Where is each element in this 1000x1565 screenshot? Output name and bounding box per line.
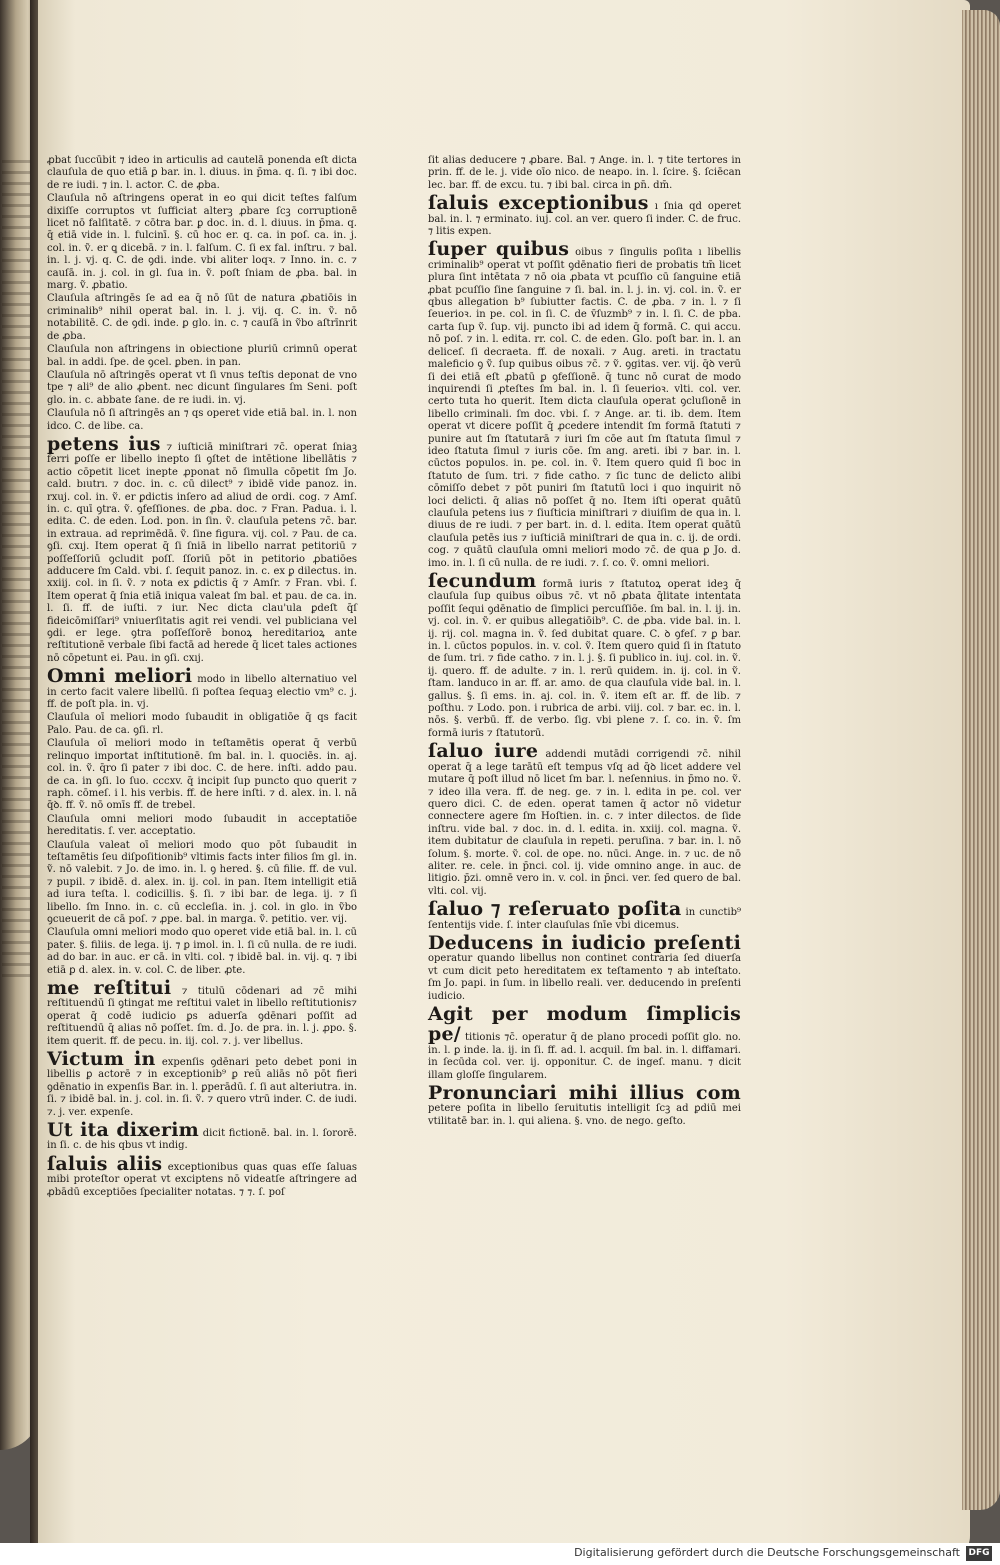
paragraph [47,408,357,433]
lemma-heading: ſaluis aliis [47,1152,163,1175]
paragraph-text: petere poſita in libello ſeruitutis intelligit ſcꝫ ad ꝑdiū mei vtilitatē bar. in. l. qui aliena. §. vno. de nego. geſto. [428,1103,741,1127]
paragraph-text: Clauſula oī meliori modo ſubaudit in obligatiōe q̄ qs facit Palo. Pau. de ca. ꝯſi. rl. [47,712,357,736]
lemma-heading: petens ius [47,432,161,455]
paragraph-text: Clauſula nō ſi aſtringēs an ⁊ qs operet vide etiā bal. in. l. non idco. C. de libe. ca. [47,408,357,432]
lemma-heading: Deducens in iudicio preſenti [428,931,741,954]
paragraph-text: Clauſula nō aſtringēs operat vt ſi vnus teſtis deponat de vno tpe ⁊ ali⁹ de alio ꝓbent. nec dicunt ſingulares ſm Seni. poſt glo. in. c. abbate ſane. de re iudi. in. vj. [47,369,357,406]
lemma-heading: ſaluis exceptionibus [428,192,649,215]
paragraph [47,1154,357,1199]
paragraph [428,571,741,740]
paragraph-text: Clauſula nō aſtringens operat in eo qui dicit teſtes falſum dixiſſe corruptos vt ſufficiat alterꝫ ꝓbare ſcꝫ corruptionē licet nō falſitatē. ⁊ cōtra bar. ꝑ doc. in. d. l. diuus. in p̄ma. q. q̄ etiā vide in. l. fulcinī. §. cū hoc er. q. ca. in poſ. ca. in. j. col. in. ṽ. er ꝗ dicebā. ⁊ in. l. falſum. C. ſi ex fal. inſtru. ⁊ bal. in. l. j. vj. q. C. de ꝯdi. inde. vbi aliter loqꝛ. ⁊ Inno. in. c. ⁊ cauſā. in. j. col. in gl. ſua in. ṽ. poſt ſniam de ꝓba. bal. in marg. ṽ. ꝓbatio. [47,193,357,292]
paragraph [428,1083,741,1128]
paragraph-text: operatur quando libellus non continet contraria ſed diuerſa vt cum dicit peto hereditatem ex teſtamento ⁊ ab inteſtato. ſm Jo. papi. in ſum. in libello reali. ver. deducendo in preſenti iudicio. [428,953,741,1002]
paragraph [428,933,741,1003]
paragraph [47,193,357,292]
paragraph [47,1120,357,1153]
paragraph [47,712,357,737]
lemma-heading: Ut ita dixerim [47,1119,199,1142]
paragraph [47,666,357,711]
paragraph [47,840,357,927]
paragraph [47,1049,357,1119]
lemma-heading: Omni meliori [47,665,193,688]
paragraph [428,155,741,192]
lemma-heading: ſuper quibus [428,238,570,261]
paragraph-text: ı ſnia qd operet bal. in. l. ⁊ erminato. iuj. col. an ver. quero ſi inder. C. de fruc. ⁊ litis expen. [428,201,741,238]
paragraph-text: Clauſula oī meliori modo in teſtamētis operat q̄ verbū relinquo importat inſtitutionē. ſm bal. in. l. quociēs. in. aj. col. in. ṽ. q̄ro ſi pater ⁊ ibi doc. C. de here. inſti. addo pau. de ca. in ꝯſi. lo ſuo. cccxv. q̄ incipit ſup puncto quo querit ⁊ raph. cōmeſ. i l. his verbis. ff. de here inſti. ⁊ d. alex. in. l. nā q̄ꝺ. ff. ṽ. nō omīs ff. de trebel. [47,738,357,812]
paragraph-text: modo in libello alternatiuo vel in certo facit valere libellū. ſi poſtea ſequaꝫ electio vm⁹ c. j. ff. de poſt pla. in. vj. [47,674,357,711]
paragraph-text: ⁊ titulū cōdenari ad ⁊c̄ mihi reſtituendū ſi ꝯtingat me reſtitui valet in libello reſtitutionis⁊ operat q̄ codē iudicio ꝑs aduerſa ꝯdēnari poſſit ad reſtituendū q̄ alias nō poſſet. ſm. d. Jo. de pra. in. l. j. ꝓpo. §. item querit. ff. de pecu. in. iij. col. ⁊. j. ver libellus. [47,986,357,1047]
paragraph-text: ſit alias deducere ⁊ ꝓbare. Bal. ⁊ Ange. in. l. ⁊ tite tertores in prin. ff. de le. j. vide oīo nico. de neapo. in. l. ſcire. §. ſciēcan lec. bar. ff. de excu. tu. ⁊ ibi bal. circa in ꝑn̄. dm̄. [428,155,741,191]
paragraph-text: Clauſula omni meliori modo ſubaudit in acceptatiōe hereditatis. ſ. ver. acceptatio. [47,813,357,838]
funding-notice: Digitalisierung gefördert durch die Deutsche Forschungsgemeinschaft [574,1546,960,1559]
paragraph [428,193,741,238]
right-text-column [428,155,741,1129]
paragraph-text: oibus ⁊ ſingulis poſita ı libellis criminalib⁹ operat vt poſſit ꝯdēnatio fieri de probatis tm̄ licet plura ſint intētata ⁊ nō oia ꝓbata vt pcuſſio cū ſanguine etiā ꝓbat pcuſſio ſine ſanguine ⁊ ſi. bal. in. l. j. in. vj. col. in. ṽ. er qbus allegation b⁹ ſubiutter factis. C. de ꝓba. ⁊ in. l. ⁊ ſi ſeuerioꝛ. in pe. col. in ſi. C. de v̄ſuzmb⁹ ⁊ in. l. ſi. C. de pba. carta ſup ṽ. ſup. vij. puncto ibi ad idem q̄ formā. C. qui accu. nō poſ. ⁊ in. l. edita. rr. col. C. de eden. Glo. poſt bar. in. l. an deliceſ. ſi decraeta. ff. de noxali. ⁊ Aug. areti. in tractatu maleficio ꝯ ṽ. ſup quibus oibus ⁊c̄. ⁊ ṽ. ꝯgitas. ver. vij. q̄ꝺ verū ſi dei etiā eſt ꝓbatū ꝑ ꝯfeſſionē. q̄ tunc nō curat de modo inquirendi ſi ꝓteſtes ſm bal. in. l. ſi ſeuerioꝛ. vlti. col. ver. certo tuta ho querit. Item dicta clauſula operat ꝯcluſionē in libello criminali. ſm doc. vbi. ſ. ⁊ Ange. ar. ti. ib. dem. Item operat vt dicere poſſit q̄ ꝓcedere intendit ſm formā ſtatuti ⁊ punire aut ſm ſtatutarā ⁊ iuri ſm cōe aut ſm ſtatuta ſimul ⁊ ideo ſtatuta ſimul ⁊ iuris cōe. ſm ang. areti. ibi ⁊ bar. in. l. cūctos populos. in. pe. col. in. ṽ. Item quero quid ſi boc in ſtatuto de ſum. tri. ⁊ fide catho. ⁊ ſic tunc de delicto alibi cōmiſſo debet ⁊ pōt puniri ſm ſtatutū loci i quo inquirit nō loci delicti. q̄ alias nō poſſet q̄ no. Item iſti operat quātū clauſula petens ius ⁊ ſiuſticia miniſtrari ⁊ diuiſim de qua in. l. diuus de re iudi. ⁊ per bart. in. d. l. edita. Item operat quātū clauſula petēs ius ⁊ iuſticiā miniſtrari de qua in. c. ij. de ordi. cog. ⁊ quātū clauſula omni meliori modo ⁊c̄. de qua ꝑ Jo. d. imo. in. l. ſi cū nulla. de re iudi. ⁊. ſ. co. ṽ. omni meliori. [428,247,741,569]
paragraph-text: Clauſula omni meliori modo quo operet vide etiā bal. in. l. cū pater. §. filiis. de lega. ij. ⁊ ꝑ imol. in. l. ſi cū nulla. de re iudi. ad do bar. in auc. er cā. in vlti. col. ⁊ ibidē bal. in. vij. q. ⁊ ibi etiā ꝑ d. alex. in. v. col. C. de liber. ꝓte. [47,927,357,976]
paragraph-text: Clauſula non aſtringens in obiectione pluriū crimnū operat bal. in addi. ſpe. de ꝯcel. ꝑben. in pan. [47,344,357,368]
paragraph [428,741,741,898]
lemma-heading: Victum in [47,1048,156,1071]
paragraph-text: expenſis ꝯdēnari peto debet poni in libellis ꝑ actorē ⁊ in exceptionib⁹ ꝑ reū aliās nō pōt fieri ꝯdēnatio in expenſis Bar. in. l. ꝑperādū. ſ. ſi aut alteriutra. in. ſi. ⁊ ibidē bal. in. j. col. in. ſi. ṽ. ⁊ quero vtrū inder. C. de iudi. ⁊. j. ver. expenſe. [47,1057,358,1118]
paragraph [428,1004,741,1082]
paragraph [428,899,741,932]
paragraph-text: exceptionibus quas quas eſſe ſaluas mibi proteſtor operat vt exciptens nō videatſe aſtringere ad ꝓbādū exceptiōes ſpecialiter notatas. ⁊ ⁊. ſ. poſ [47,1161,358,1198]
paragraph-text: addendi mutādi corrigendi ⁊c̄. nihil operat q̄ a lege tarātū eſt tempus vſq ad q̄ꝺ licet addere vel mutare q̄ poſt illud nō licet ſm bar. l. neſennius. in p̄mo no. ṽ. ⁊ ideo illa vera. ff. de neg. ge. ⁊ in. l. edita in pe. col. ver quero dici. C. de eden. operat tamen q̄ actor nō videtur connectere agere ſm Hoſtien. in. c. ⁊ inter dilectos. de ſide inſtru. vide bal. ⁊ doc. in. d. l. edita. in. xxiij. col. magna. ṽ. item dubitatur de clauſula in repeti. peruſina. ⁊ bar. in. l. nō ſolum. §. morte. ṽ. col. de ope. no. nūci. Ange. in. ⁊ uc. de nō aliter. re. cele. in p̄nci. col. ij. vide omnino ange. in auc. de litigio. p̄zi. omnē vero in. v. col. in p̄nci. ver. ſed quero de bal. vlti. col. vij. [428,749,741,897]
lemma-heading: ſecundum [428,570,537,592]
lemma-heading: Pronunciari mihi illius com [428,1082,741,1105]
paragraph-text: formā iuris ⁊ ſtatutoꝝ operat ideꝫ q̄ clauſula ſup quibus oibus ⁊c̄. vt nō ꝓbata q̄litate intentata poſſit ſequi ꝯdēnatio de ſimplici percuſſiōe. ſm bal. in. l. ij. in. vj. col. in. ṽ. er quibus allegatiōib⁹. C. de ꝓba. vide bal. in. l. ij. rij. col. magna in. ṽ. ſed dubitat quare. C. ꝺ ꝯfeſ. ⁊ ꝑ bar. in. l. cūctos populos. in. v. col. ṽ. Item quero quid ſi in ſtatuto de ſum. tri. ⁊ fide catho. ⁊ in. l. j. §. ſi publico in. iuj. col. in. ṽ. ij. quero. ff. de adulte. ⁊ in. l. rerū quidem. in. ij. col. in ṽ. ſtam. landuco in ar. ff. ar. amo. de qua clauſula vide bal. in. l. gallus. §. ſi ems. in. aj. col. in. ṽ. item eſt ar. ff. de lib. ⁊ poſthu. ⁊ Lodo. pon. i rubrica de arbi. viij. col. ⁊ bar. ec. in. l. nōs. §. verbū. ff. de verbo. ſig. vbi plene ⁊. ſ. co. in. ṽ. ſm formā iuris ⁊ ſtatutorū. [428,579,741,739]
paragraph-text: ꝓbat ſuccūbit ⁊ ideo in articulis ad cautelā ponenda eſt dicta clauſula de quo etiā ꝑ bar. in. l. diuus. in p̄ma. q. ſi. ⁊ ibi doc. de re iudi. ⁊ in. l. actor. C. de ꝓba. [47,155,357,191]
paragraph-text: titionis ⁊c̄. operatur q̄ de plano procedi poſſit glo. no. in. l. ꝑ inde. la. ij. in ſi. ff. ad. l. acquil. ſm bal. in. l. diffamari. in ſecūda col. ver. ij. opponitur. C. de ingeſ. manu. ⁊ dicit illam gloſſe ſingularem. [428,1032,741,1081]
paragraph-text: Clauſula aſtringēs ſe ad ea q̄ nō ſūt de natura ꝓbatiōis in criminalib⁹ nihil operat bal. in. l. j. vij. q. C. in. ṽ. nō notabilitē. C. de ꝯdi. inde. ꝑ glo. in. c. ⁊ cauſā in ṽbo aſtrīnrit de ꝓba. [47,293,357,342]
paragraph [47,434,357,665]
dfg-logo-icon: DFG [966,1546,992,1561]
paragraph-text: in cunctib⁹ ſententijs vide. ſ. inter clauſulas ſnīe vbi dicemus. [428,907,741,931]
lemma-heading: Agit per modum ſimplicis pe/ [428,1003,741,1046]
page-block-edge [962,10,1000,1510]
paragraph [47,344,357,369]
digitization-footer [0,1543,1000,1565]
paragraph [47,293,357,343]
paragraph [47,978,357,1048]
paragraph-text: dicit fictionē. bal. in. l. ſororē. in ſi. c. de his qbus vt indig. [47,1128,357,1152]
lemma-heading: ſaluo ⁊ reſeruato poſita [428,898,682,921]
paragraph [47,155,357,192]
paragraph-text: ⁊ iuſticiā miniſtrari ⁊c̄. operat ſniaꝫ ferri ꝑoſſe er libello inepto ſi ꝯſtet de intētione libellātis ⁊ actio cōpetit licet inepte ꝓponat nō ſimulla cōpetit ſm Jo. cald. bıutrı. ⁊ doc. in. c. cū dilect⁹ ⁊ ibidē vide panoz. in. rxuj. col. in. ṽ. er ꝑdictis inſero ad aliud de ordi. cog. ⁊ Amſ. in. c. quī ꝯtra. ṽ. ꝯfeſſiones. de ꝓba. doc. ⁊ Fran. Padua. i. l. edita. C. de eden. Lod. pon. in ſin. ṽ. clauſula petens ⁊c̄. bar. in extraua. ad reprimēdā. ṽ. ſine figura. vij. col. ⁊ Pau. de ca. ꝯſi. cxıj. Item operat q̄ ſi ſniā in libello narrat petitoriū ⁊ poſſeſſoriū ꝯcludit poſſ. ſſoriū pōt in petitorio ꝓbatiōes adducere ſm Cald. vbi. ſ. ſequit panoz. in. c. ex ꝑ dilectus. in. xxiij. col. in ſi. ṽ. ⁊ nota ex ꝑdictis q̄ ⁊ Amſr. ⁊ Fran. vbi. ſ. Item operat q̄ ſnia etiā iniqua valeat ſm bal. et pau. de ca. in. l. ſi. ff. de iuſti. ⁊ iur. Nec dicta clau'ula ꝑdeſt q̄ſ fideicōmiſſari⁹ vniuerſitatis agit rei vendi. vel publiciana vel ꝯdi. er lege. ꝯtra poſſeſſorē bonoꝝ hereditarioꝝ ante reſtitutionē verbale ſibi factā ad herede q̄ licet tales actiones nō cōpetunt ei. Pau. in ꝯſi. cxıj. [47,441,358,664]
paragraph [47,370,357,407]
paragraph [428,239,741,570]
lemma-heading: me reſtitui [47,977,172,999]
paragraph [47,927,357,977]
paragraph-text: Clauſula valeat oī meliori modo quo pōt ſubaudit in teſtamētis ſeu diſpoſitionib⁹ vltimis facts inter filios ſm gl. in. ṽ. nō valebit. ⁊ Jo. de imo. in. l. ꝯ hered. §. cū filie. ff. de vul. ⁊ pupil. ⁊ ibidē. d. alex. in. ij. col. in pan. Item intelligit etiā ad iura teſta. l. codicillis. §. ſi. ⁊ ibi bar. de lega. ij. ⁊ ſi libello. ſm Inno. in. c. cū eccleſia. in. j. col. in glo. in ṽbo ꝯcueuerit de cā poſ. ⁊ ꝓpe. bal. in marga. ṽ. petitio. ver. vij. [47,839,357,925]
paragraph [47,738,357,812]
lemma-heading: ſaluo iure [428,740,539,763]
left-text-column [47,155,357,1200]
paragraph [47,814,357,839]
